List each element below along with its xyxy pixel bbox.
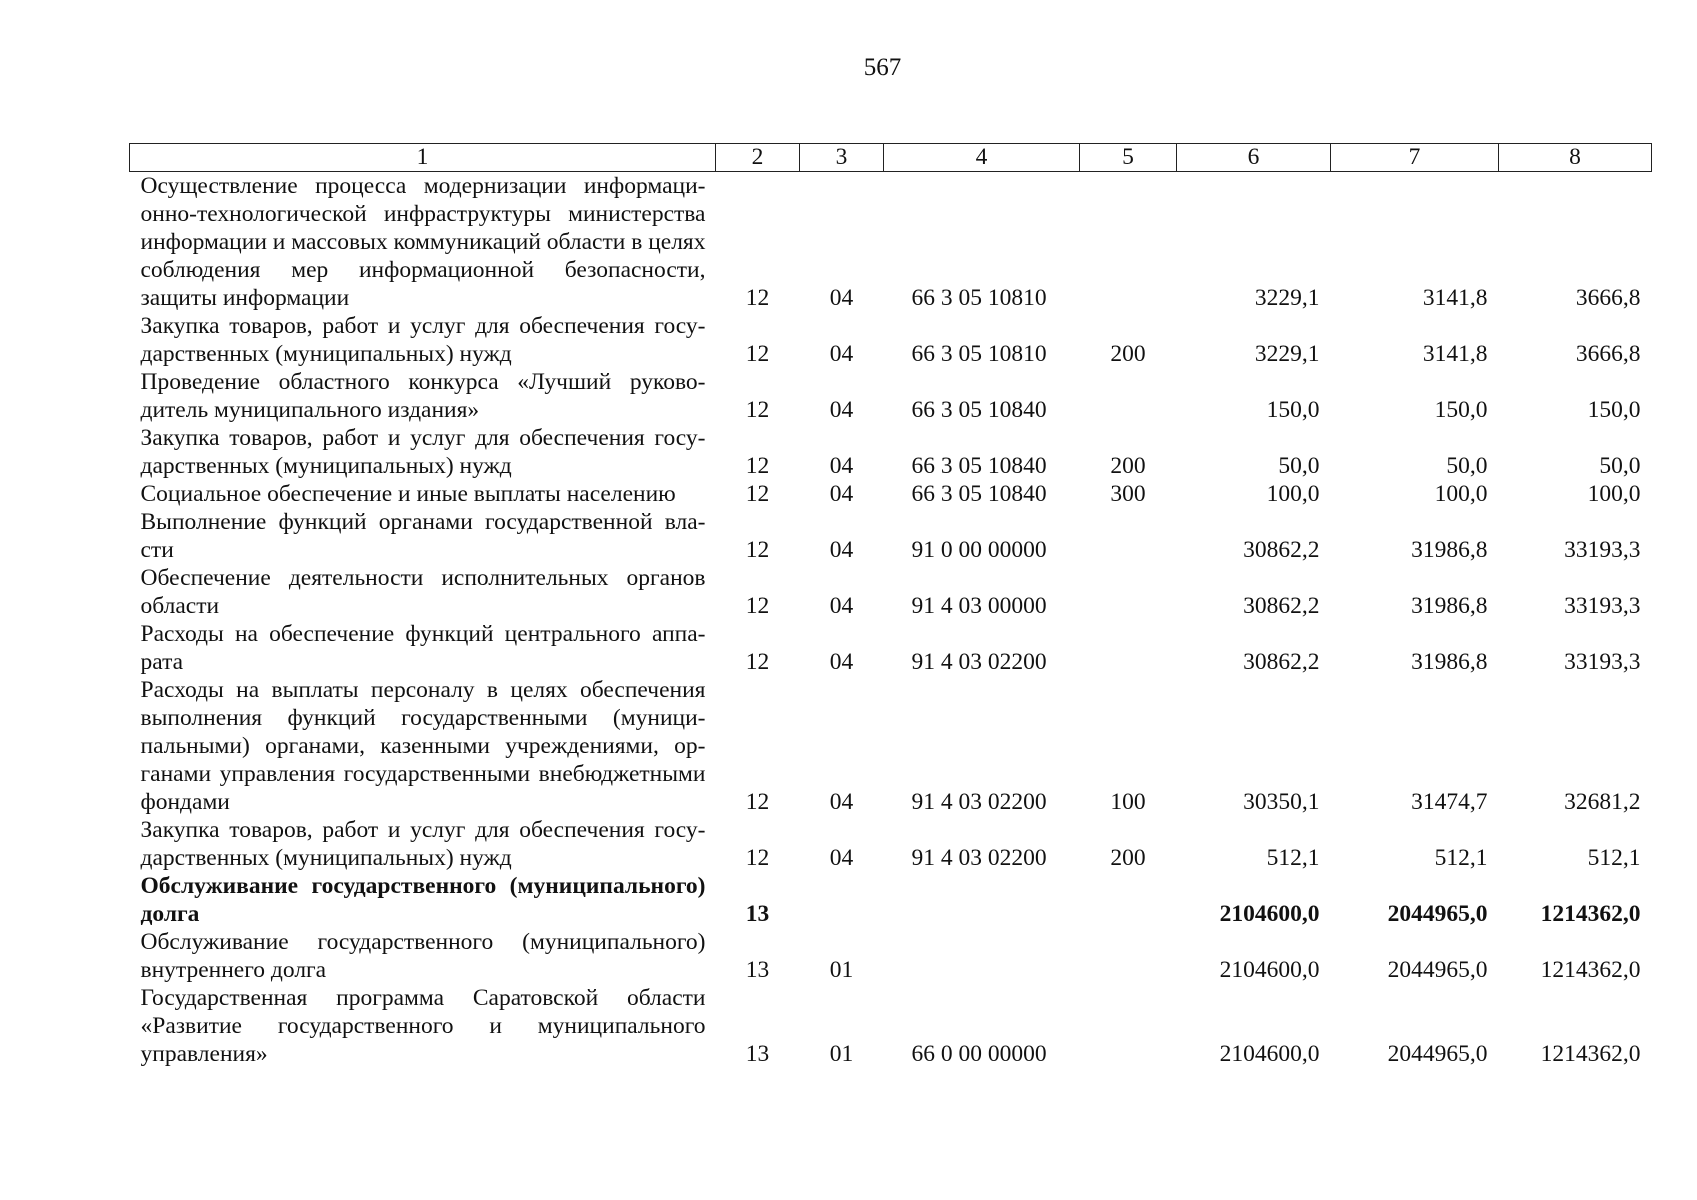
row-target-article: 66 3 05 10840 bbox=[911, 397, 1047, 423]
row-amount-col-7: 100,0 bbox=[1434, 481, 1488, 507]
table-row bbox=[130, 508, 1652, 564]
row-name: Расходы на выплаты персоналу в целях обеспечения выполнения функций государственными (муниципальными) органами, казенными учреждениями, органами управления государственными внебюджетными фондами bbox=[140, 677, 706, 815]
row-expense-type bbox=[1080, 508, 1177, 564]
row-name: Осуществление процесса модернизации информационно-технологической инфраструктуры министерства информации и массовых коммуникаций области в целях соблюдения мер информационной безопасности, защиты информации bbox=[140, 173, 706, 311]
row-expense-type bbox=[1080, 368, 1177, 424]
row-subsection: 04 bbox=[829, 845, 854, 871]
row-section: 12 bbox=[745, 845, 770, 871]
row-amount-col-7: 31986,8 bbox=[1411, 649, 1488, 675]
table-row bbox=[130, 424, 1652, 480]
row-name: Закупка товаров, работ и услуг для обеспечения государственных (муниципальных) нужд bbox=[140, 817, 706, 871]
header-col-5: 5 bbox=[1080, 144, 1177, 172]
row-section: 13 bbox=[745, 901, 770, 927]
row-subsection: 01 bbox=[829, 957, 854, 983]
row-amount-col-7: 2044965,0 bbox=[1387, 957, 1488, 983]
table-row bbox=[130, 564, 1652, 620]
row-subsection: 04 bbox=[829, 649, 854, 675]
row-amount-col-8: 50,0 bbox=[1599, 453, 1641, 479]
row-subsection: 04 bbox=[829, 285, 854, 311]
row-expense-type: 200 bbox=[1110, 341, 1146, 367]
row-amount-col-6: 100,0 bbox=[1266, 481, 1320, 507]
row-subsection: 04 bbox=[829, 397, 854, 423]
row-subsection: 01 bbox=[829, 1041, 854, 1067]
row-amount-col-8: 32681,2 bbox=[1564, 789, 1641, 815]
row-target-article: 91 4 03 00000 bbox=[911, 593, 1047, 619]
row-amount-col-6: 50,0 bbox=[1278, 453, 1320, 479]
row-amount-col-7: 31474,7 bbox=[1411, 789, 1488, 815]
row-amount-col-8: 512,1 bbox=[1587, 845, 1641, 871]
row-name: Проведение областного конкурса «Лучший руководитель муниципального издания» bbox=[140, 369, 706, 423]
row-amount-col-6: 30862,2 bbox=[1243, 593, 1320, 619]
table-body bbox=[130, 172, 1652, 1069]
row-target-article: 91 4 03 02200 bbox=[911, 649, 1047, 675]
row-section: 12 bbox=[745, 649, 770, 675]
row-amount-col-7: 150,0 bbox=[1434, 397, 1488, 423]
row-name: Обслуживание государственного (муниципального) долга bbox=[140, 873, 706, 927]
table-row bbox=[130, 368, 1652, 424]
row-section: 13 bbox=[745, 957, 770, 983]
header-col-8: 8 bbox=[1499, 144, 1652, 172]
row-name: Государственная программа Саратовской области «Развитие государственного и муниципального управления» bbox=[140, 985, 706, 1067]
table-row bbox=[130, 480, 1652, 508]
row-target-article: 66 3 05 10810 bbox=[911, 285, 1047, 311]
row-expense-type bbox=[1080, 564, 1177, 620]
row-subsection: 04 bbox=[829, 453, 854, 479]
table-row bbox=[130, 312, 1652, 368]
row-section: 12 bbox=[745, 593, 770, 619]
row-expense-type: 300 bbox=[1110, 481, 1146, 507]
row-amount-col-6: 2104600,0 bbox=[1219, 957, 1320, 983]
row-name: Социальное обеспечение и иные выплаты населению bbox=[140, 481, 676, 507]
row-amount-col-8: 33193,3 bbox=[1564, 593, 1641, 619]
row-expense-type bbox=[1080, 872, 1177, 928]
row-amount-col-8: 3666,8 bbox=[1575, 285, 1641, 311]
row-amount-col-8: 1214362,0 bbox=[1540, 1041, 1641, 1067]
row-name: Выполнение функций органами государственной власти bbox=[140, 509, 706, 563]
header-col-2: 2 bbox=[716, 144, 800, 172]
row-amount-col-6: 3229,1 bbox=[1254, 341, 1320, 367]
row-amount-col-8: 1214362,0 bbox=[1540, 901, 1641, 927]
row-target-article: 91 4 03 02200 bbox=[911, 845, 1047, 871]
row-expense-type: 100 bbox=[1110, 789, 1146, 815]
row-amount-col-7: 3141,8 bbox=[1422, 285, 1488, 311]
row-subsection bbox=[800, 872, 884, 928]
table-row bbox=[130, 676, 1652, 816]
row-name: Обеспечение деятельности исполнительных органов области bbox=[140, 565, 706, 619]
row-amount-col-6: 30350,1 bbox=[1243, 789, 1320, 815]
row-amount-col-8: 150,0 bbox=[1587, 397, 1641, 423]
table-header bbox=[130, 144, 1652, 172]
row-target-article: 91 0 00 00000 bbox=[911, 537, 1047, 563]
page-number: 567 bbox=[863, 54, 902, 81]
header-col-6: 6 bbox=[1177, 144, 1331, 172]
row-amount-col-7: 2044965,0 bbox=[1387, 1041, 1488, 1067]
row-section: 12 bbox=[745, 285, 770, 311]
row-amount-col-6: 512,1 bbox=[1266, 845, 1320, 871]
row-expense-type: 200 bbox=[1110, 453, 1146, 479]
row-amount-col-8: 3666,8 bbox=[1575, 341, 1641, 367]
row-amount-col-7: 31986,8 bbox=[1411, 593, 1488, 619]
header-col-7: 7 bbox=[1331, 144, 1499, 172]
row-section: 12 bbox=[745, 789, 770, 815]
row-subsection: 04 bbox=[829, 537, 854, 563]
row-expense-type bbox=[1080, 928, 1177, 984]
row-target-article bbox=[884, 872, 1080, 928]
row-target-article: 66 3 05 10840 bbox=[911, 481, 1047, 507]
header-col-3: 3 bbox=[800, 144, 884, 172]
row-target-article: 66 3 05 10810 bbox=[911, 341, 1047, 367]
row-amount-col-6: 2104600,0 bbox=[1219, 1041, 1320, 1067]
row-subsection: 04 bbox=[829, 341, 854, 367]
row-amount-col-6: 150,0 bbox=[1266, 397, 1320, 423]
row-target-article: 66 3 05 10840 bbox=[911, 453, 1047, 479]
row-amount-col-7: 50,0 bbox=[1446, 453, 1488, 479]
row-expense-type bbox=[1080, 984, 1177, 1068]
row-subsection: 04 bbox=[829, 481, 854, 507]
row-section: 13 bbox=[745, 1041, 770, 1067]
row-subsection: 04 bbox=[829, 593, 854, 619]
row-subsection: 04 bbox=[829, 789, 854, 815]
row-target-article: 91 4 03 02200 bbox=[911, 789, 1047, 815]
row-amount-col-8: 100,0 bbox=[1587, 481, 1641, 507]
row-amount-col-7: 3141,8 bbox=[1422, 341, 1488, 367]
row-name: Закупка товаров, работ и услуг для обеспечения государственных (муниципальных) нужд bbox=[140, 425, 706, 479]
row-name: Расходы на обеспечение функций центрального аппарата bbox=[140, 621, 706, 675]
row-section: 12 bbox=[745, 397, 770, 423]
table-row bbox=[130, 928, 1652, 984]
row-amount-col-8: 1214362,0 bbox=[1540, 957, 1641, 983]
row-section: 12 bbox=[745, 341, 770, 367]
row-amount-col-6: 2104600,0 bbox=[1219, 901, 1320, 927]
row-amount-col-7: 512,1 bbox=[1434, 845, 1488, 871]
row-target-article bbox=[884, 928, 1080, 984]
row-expense-type bbox=[1080, 172, 1177, 313]
table-row bbox=[130, 816, 1652, 872]
row-expense-type: 200 bbox=[1110, 845, 1146, 871]
row-amount-col-6: 3229,1 bbox=[1254, 285, 1320, 311]
row-name: Закупка товаров, работ и услуг для обеспечения государственных (муниципальных) нужд bbox=[140, 313, 706, 367]
table-row bbox=[130, 984, 1652, 1068]
row-expense-type bbox=[1080, 620, 1177, 676]
row-section: 12 bbox=[745, 481, 770, 507]
row-section: 12 bbox=[745, 537, 770, 563]
header-row bbox=[130, 144, 1652, 172]
row-section: 12 bbox=[745, 453, 770, 479]
header-col-4: 4 bbox=[884, 144, 1080, 172]
table-row bbox=[130, 872, 1652, 928]
header-col-1: 1 bbox=[130, 144, 716, 172]
row-amount-col-8: 33193,3 bbox=[1564, 649, 1641, 675]
row-amount-col-8: 33193,3 bbox=[1564, 537, 1641, 563]
row-target-article: 66 0 00 00000 bbox=[911, 1041, 1047, 1067]
table-row bbox=[130, 172, 1652, 313]
row-amount-col-6: 30862,2 bbox=[1243, 537, 1320, 563]
row-amount-col-7: 31986,8 bbox=[1411, 537, 1488, 563]
row-amount-col-7: 2044965,0 bbox=[1387, 901, 1488, 927]
row-amount-col-6: 30862,2 bbox=[1243, 649, 1320, 675]
budget-table bbox=[129, 143, 1652, 1068]
row-name: Обслуживание государственного (муниципального) внутреннего долга bbox=[140, 929, 706, 983]
table-row bbox=[130, 620, 1652, 676]
